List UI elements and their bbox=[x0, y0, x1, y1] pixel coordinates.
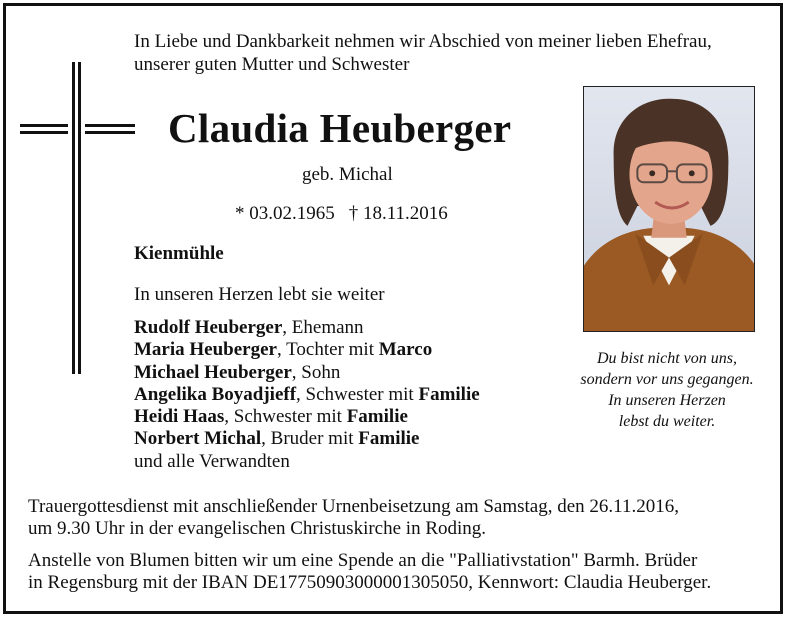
mourner-row bbox=[134, 339, 480, 361]
service-line-1: Trauergottesdienst mit anschließender Urnenbeisetzung am Samstag, den 26.11.2016, bbox=[28, 496, 679, 517]
quote-line: lebst du weiter. bbox=[618, 413, 716, 430]
mourner-extra: Familie bbox=[418, 383, 480, 405]
mourner-row bbox=[134, 428, 480, 450]
mourner-relation: , Ehemann bbox=[282, 317, 364, 338]
mourner-name: Rudolf Heuberger bbox=[134, 317, 283, 338]
mourner-extra: Familie bbox=[358, 428, 420, 450]
mourner-name: Angelika Boyadjieff bbox=[134, 383, 297, 405]
mourner-row bbox=[134, 317, 480, 339]
quote-line: Du bist nicht von uns, bbox=[597, 350, 737, 367]
quote-block bbox=[567, 348, 767, 432]
intro-line-2: unserer guten Mutter und Schwester bbox=[134, 54, 410, 75]
mourner-name: Michael Heuberger bbox=[134, 361, 292, 383]
mourner-row bbox=[134, 406, 480, 428]
donation-line-2: in Regensburg mit der IBAN DE17750903000001305050, Kennwort: Claudia Heuberger. bbox=[28, 572, 712, 593]
life-dates bbox=[235, 203, 448, 225]
service-info bbox=[28, 496, 679, 540]
mourners-closing: und alle Verwandten bbox=[134, 450, 290, 472]
quote-line: sondern vor uns gegangen. bbox=[580, 371, 754, 388]
portrait-photo bbox=[583, 86, 755, 332]
deceased-name: Claudia Heuberger bbox=[168, 105, 512, 151]
mourner-name: Heidi Haas bbox=[134, 406, 225, 428]
intro-text bbox=[134, 30, 712, 76]
mourner-extra: Familie bbox=[346, 406, 408, 428]
mourner-row bbox=[134, 362, 480, 384]
donation-line-1: Anstelle von Blumen bitten wir um eine Spende an die "Palliativstation" Barmh. Brüder bbox=[28, 550, 698, 571]
death-date: † 18.11.2016 bbox=[348, 203, 448, 224]
quote-line: In unseren Herzen bbox=[608, 392, 726, 409]
mourner-name: Maria Heuberger bbox=[134, 339, 277, 361]
intro-line-1: In Liebe und Dankbarkeit nehmen wir Abschied von meiner lieben Ehefrau, bbox=[134, 31, 712, 52]
maiden-name: geb. Michal bbox=[302, 164, 393, 185]
mourner-relation: , Tochter mit bbox=[276, 339, 379, 361]
mourners-list bbox=[134, 317, 480, 473]
cross-icon bbox=[20, 62, 135, 374]
place-name: Kienmühle bbox=[134, 243, 224, 264]
mourner-row bbox=[134, 384, 480, 406]
mourners-heading: In unseren Herzen lebt sie weiter bbox=[134, 284, 385, 305]
mourner-extra: Marco bbox=[378, 339, 433, 361]
donation-info bbox=[28, 550, 711, 594]
service-line-2: um 9.30 Uhr in der evangelischen Christuskirche in Roding. bbox=[28, 518, 487, 539]
birth-date: * 03.02.1965 bbox=[235, 203, 335, 224]
mourner-relation: , Schwester mit bbox=[224, 406, 347, 428]
mourner-relation: , Sohn bbox=[291, 361, 341, 383]
mourner-relation: , Bruder mit bbox=[261, 428, 359, 450]
mourner-name: Norbert Michal bbox=[134, 428, 262, 450]
mourner-relation: , Schwester mit bbox=[296, 383, 419, 405]
